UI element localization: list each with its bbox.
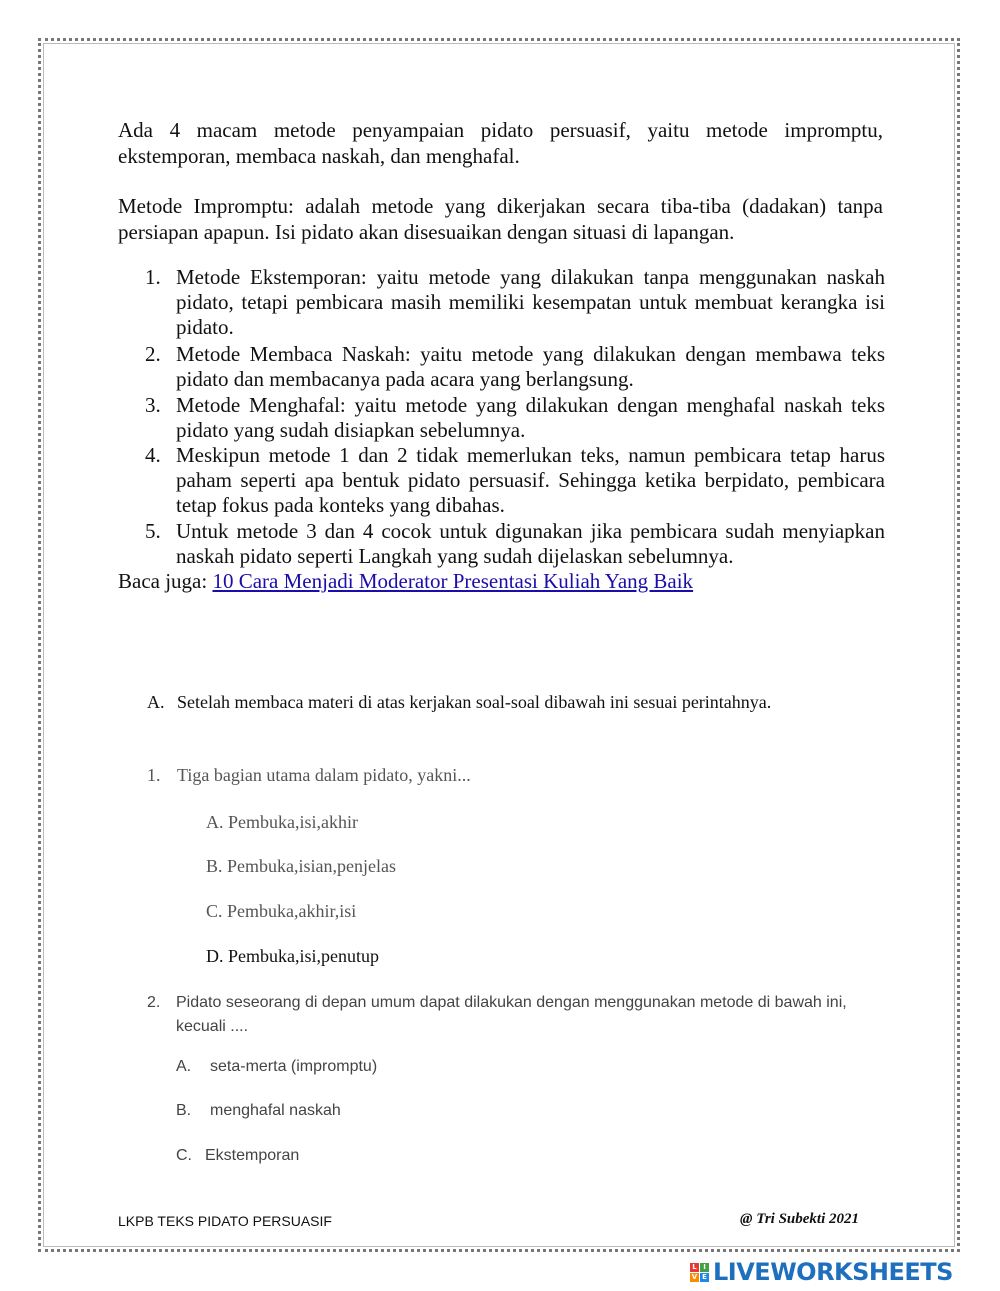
impromptu-paragraph: Metode Impromptu: adalah metode yang dikerjakan secara tiba-tiba (dadakan) tanpa persiapan apapun. Isi pidato akan disesuaikan dengan situasi di lapangan. [118,194,883,244]
instruction-text: Setelah membaca materi di atas kerjakan soal-soal dibawah ini sesuai perintahnya. [177,692,772,712]
list-item [145,443,885,518]
liveworksheets-wordmark: LIVEWORKSHEETS [713,1258,953,1286]
option-text: seta-merta (impromptu) [210,1058,378,1075]
question-text: Pidato seseorang di depan umum dapat dilakukan dengan menggunakan metode di bawah ini, kecuali .... [176,994,847,1035]
question-1 [147,765,471,786]
section-instruction [147,690,771,714]
logo-letter: I [700,1263,709,1272]
list-number: 5. [145,519,161,543]
question-2 [147,991,847,1039]
option-1b[interactable]: B. Pembuka,isian,penjelas [206,856,396,876]
option-1c[interactable]: C. Pembuka,akhir,isi [206,901,357,921]
footer-title: LKPB TEKS PIDATO PERSUASIF [118,1213,332,1229]
list-item [145,342,885,392]
option-text: Ekstemporan [205,1147,300,1164]
footer-author: @ Tri Subekti 2021 [740,1211,860,1227]
moderator-article-link[interactable]: 10 Cara Menjadi Moderator Presentasi Kuliah Yang Baik [212,569,694,593]
option-letter: C. [176,1147,192,1164]
list-text: Metode Menghafal: yaitu metode yang dilakukan dengan menghafal naskah teks pidato yang sudah disiapkan sebelumnya. [176,393,885,442]
list-text: Meskipun metode 1 dan 2 tidak memerlukan teks, namun pembicara tetap harus paham seperti apa bentuk pidato persuasif. Sehingga ketika berpidato, pembicara tetap fokus pada konteks yang dibahas. [176,443,885,517]
option-2c[interactable] [176,1147,299,1165]
logo-letter: L [690,1263,699,1272]
option-letter: B. [176,1102,192,1119]
logo-letter: E [700,1273,709,1282]
list-number: 2. [145,342,161,366]
list-item [145,265,885,340]
list-text: Untuk metode 3 dan 4 cocok untuk digunakan jika pembicara sudah menyiapkan naskah pidato seperti Langkah yang sudah dijelaskan sebelumnya. [176,519,885,568]
list-number: 4. [145,443,161,467]
list-number: 3. [145,393,161,417]
question-text: Tiga bagian utama dalam pidato, yakni... [177,765,471,785]
section-letter: A. [147,692,165,712]
liveworksheets-logo[interactable] [690,1258,953,1286]
list-item [145,393,885,443]
liveworksheets-icon [690,1263,709,1282]
logo-letter: V [691,1272,698,1281]
option-2b[interactable] [176,1102,341,1120]
option-1d[interactable]: D. Pembuka,isi,penutup [206,946,379,966]
list-number: 1. [145,265,161,289]
baca-juga [118,568,693,594]
list-text: Metode Membaca Naskah: yaitu metode yang dilakukan dengan membawa teks pidato dan membacanya pada acara yang berlangsung. [176,342,885,391]
question-number: 2. [147,994,161,1011]
list-text: Metode Ekstemporan: yaitu metode yang dilakukan tanpa menggunakan naskah pidato, tetapi pembicara masih memiliki kesempatan untuk membuat kerangka isi pidato. [176,265,885,339]
list-item [145,519,885,569]
baca-juga-label: Baca juga: [118,569,208,593]
question-number: 1. [147,765,161,785]
intro-paragraph: Ada 4 macam metode penyampaian pidato persuasif, yaitu metode impromptu, ekstemporan, membaca naskah, dan menghafal. [118,118,883,168]
option-1a[interactable]: A. Pembuka,isi,akhir [206,812,358,832]
option-letter: A. [176,1058,192,1075]
option-text: menghafal naskah [210,1102,341,1119]
option-2a[interactable] [176,1058,377,1076]
